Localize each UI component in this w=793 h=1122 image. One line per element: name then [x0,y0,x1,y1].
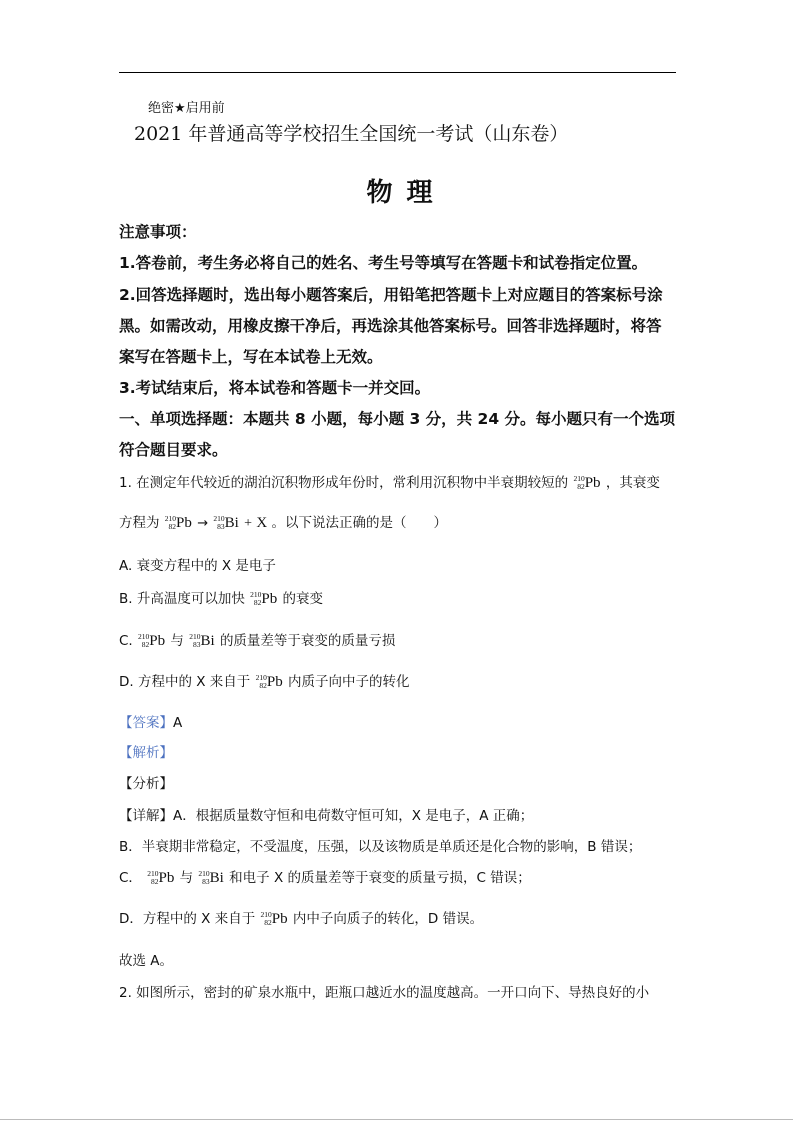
q2-stem: 2. 如图所示，密封的矿泉水瓶中，距瓶口越近水的温度越高。一开口向下、导热良好的小 [119,985,650,1001]
detail-c-bi: 210 83 Bi [198,869,224,886]
q1-stem-b: ，其衰变 [605,475,660,491]
notice-item-2-line3: 案写在答题卡上，写在本试卷上无效。 [119,348,383,366]
notice-item-2-line2: 黑。如需改动，用橡皮擦干净后，再选涂其他答案标号。回答非选择题时，将答 [119,317,662,335]
notice-item-2-line1: 2.回答选择题时，选出每小题答案后，用铅笔把答题卡上对应题目的答案标号涂 [119,286,663,304]
equation-plus: + [244,516,253,531]
option-c-pb: 210 82 Pb [138,632,166,649]
q1-stem-line1 [119,471,660,492]
decay-arrow: → [197,516,209,531]
detail-a: 【详解】A．根据质量数守恒和电荷数守恒可知，X 是电子，A 正确； [119,808,534,824]
detail-d: D．方程中的 X 来自于 210 82 Pb 内中子向质子的转化，D 错误。 [119,910,484,927]
q1-option-d: D. 方程中的 X 来自于 210 82 Pb 内质子向中子的转化 [119,673,410,690]
option-d-pb: 210 82 Pb [255,673,283,690]
q1-option-c: C. 210 82 Pb 与 210 83 Bi 的质量差等于衰变的质量亏损 [119,632,396,649]
secret-label: 绝密★启用前 [148,101,225,116]
q1-stem-line2 [119,511,447,532]
q1-option-a: A. 衰变方程中的 X 是电子 [119,558,276,574]
subject-title: 物理 [366,178,447,208]
q1-stem-c: 方程为 [119,515,160,531]
top-rule [119,72,676,73]
section-1-heading-line2: 符合题目要求。 [119,441,228,459]
q1-stem-a: 1. 在测定年代较近的湖泊沉积物形成年份时，常利用沉积物中半衰期较短的 [119,475,569,491]
analysis-label: 【解析】 [119,745,173,761]
notice-item-1: 1.答卷前，考生务必将自己的姓名、考生号等填写在答题卡和试卷指定位置。 [119,254,648,272]
conclusion: 故选 A。 [119,953,174,969]
pb-nuclide: 210 82 Pb [573,474,601,491]
notice-title: 注意事项： [119,223,197,241]
detail-c: C． 210 82 Pb 与 210 83 Bi 和电子 X 的质量差等于衰变的质量亏损，C 错误； [119,869,531,886]
exam-title: 2021 年普通高等学校招生全国统一考试（山东卷） [134,123,569,145]
detail-c-pb: 210 82 Pb [147,869,175,886]
q1-option-b: B. 升高温度可以加快 210 82 Pb 的衰变 [119,590,324,607]
bottom-rule [0,1119,793,1120]
equation-x: X [256,515,268,531]
answer-value: A [173,715,183,731]
equation-pb: 210 82 Pb [164,514,192,531]
answer-label: 【答案】 [119,715,173,731]
answer-line [119,711,182,731]
option-c-bi: 210 83 Bi [189,632,215,649]
section-1-heading-line1: 一、单项选择题：本题共 8 小题，每小题 3 分，共 24 分。每小题只有一个选项 [119,410,676,428]
equation-bi: 210 83 Bi [213,514,239,531]
q1-stem-d: 。以下说法正确的是（ ） [271,515,447,531]
fenxi-label: 【分析】 [119,776,173,792]
option-b-pb: 210 82 Pb [250,590,278,607]
notice-item-3: 3.考试结束后，将本试卷和答题卡一并交回。 [119,379,431,397]
detail-b: B．半衰期非常稳定，不受温度，压强，以及该物质是单质还是化合物的影响，B 错误； [119,839,642,855]
detail-d-pb: 210 82 Pb [260,910,288,927]
